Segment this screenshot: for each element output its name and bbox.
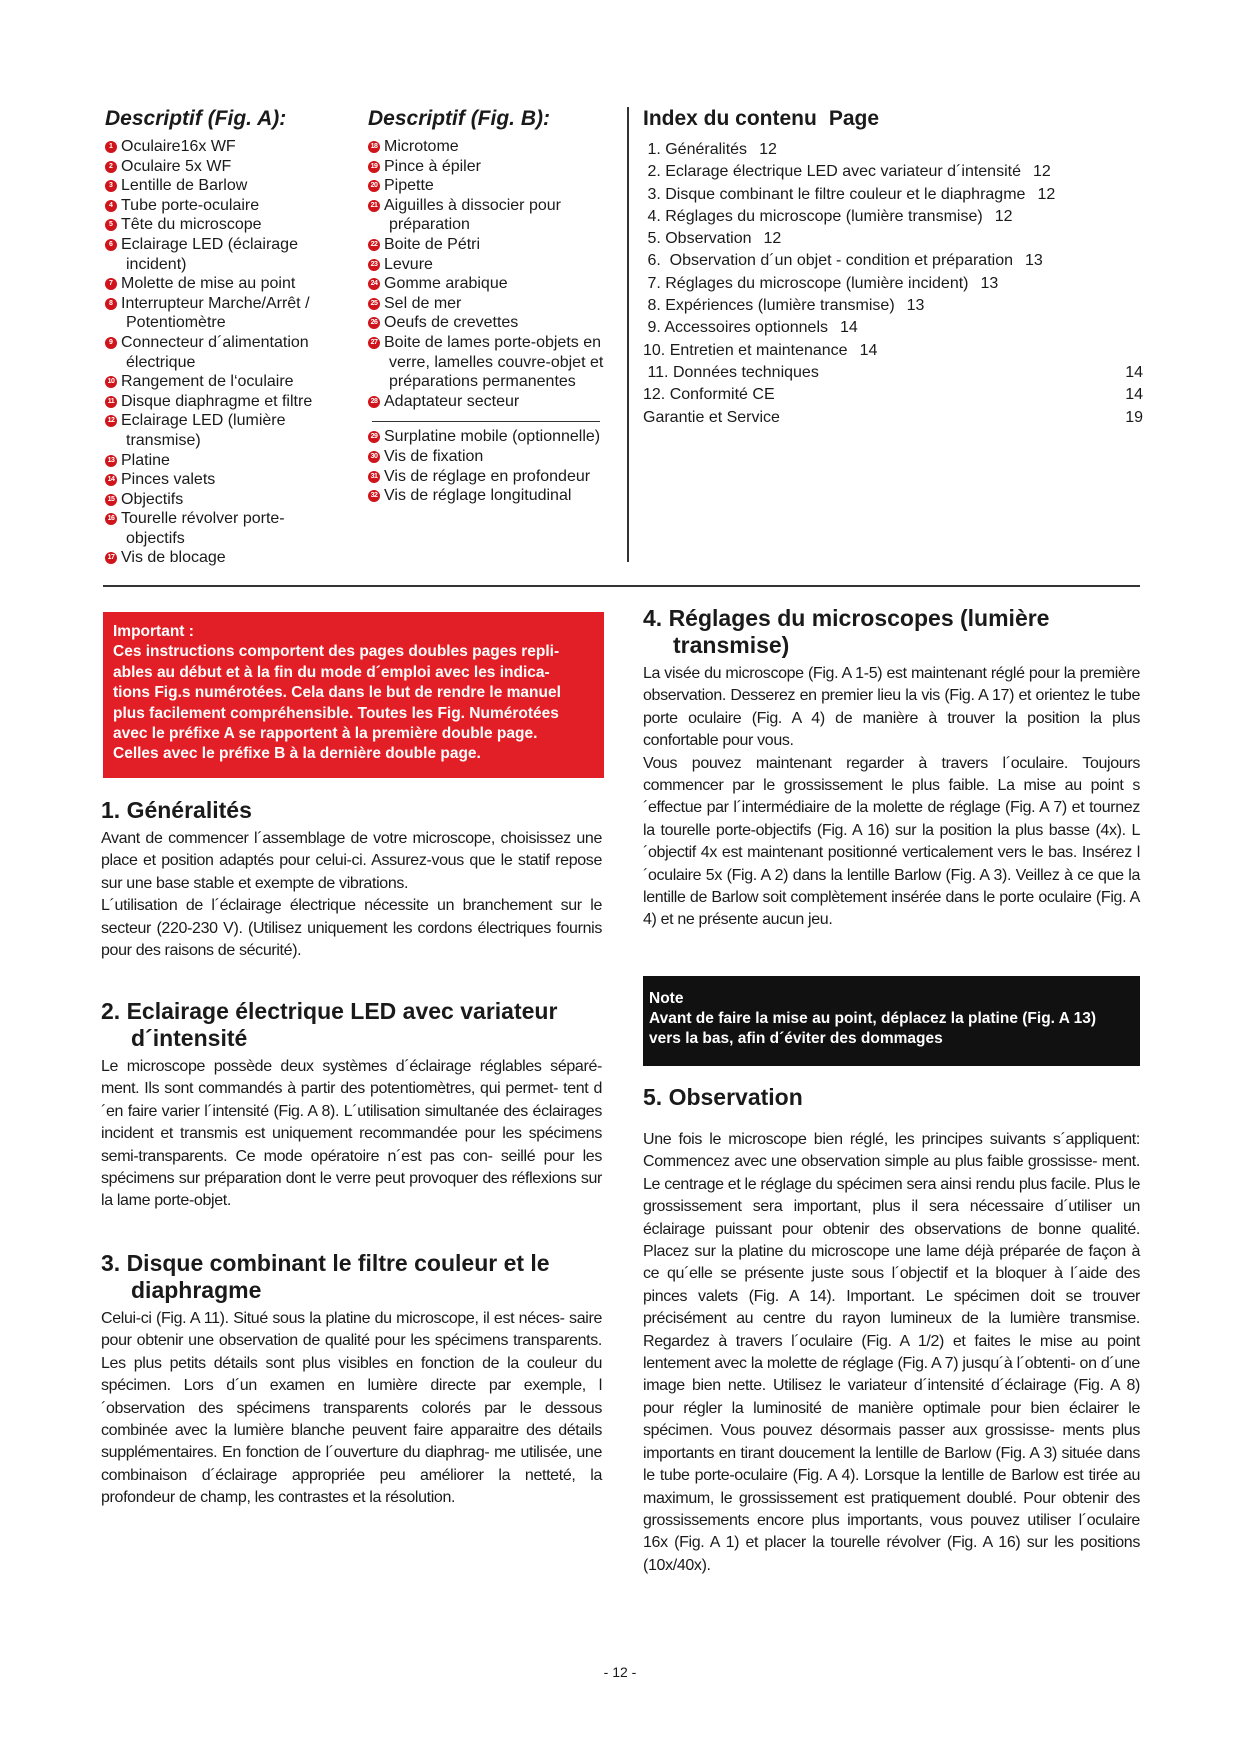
note-line-2: vers la bas, afin d´éviter des dommages — [649, 1030, 943, 1047]
item-number-badge: 2 — [105, 161, 117, 173]
descriptif-item — [105, 235, 345, 274]
important-line: Important : — [113, 623, 194, 640]
index-item-page: 13 — [1025, 252, 1043, 270]
descriptif-item — [368, 427, 630, 447]
important-line: plus facilement compréhensible. Toutes les Fig. Numérotées — [113, 704, 559, 722]
item-number-badge: 7 — [105, 278, 117, 290]
section-4-title-line-2: transmise) — [673, 632, 790, 658]
index-item — [643, 384, 1143, 406]
horizontal-divider — [103, 585, 1140, 587]
index-item-page: 14 — [1125, 363, 1143, 381]
section-3-paragraph: Celui-ci (Fig. A 11). Situé sous la platine du microscope, il est néces- saire pour obtenir une observation de qualité pour les spécimens transparents. Les plus petits détails sont plus visibles en fonction de la couleur du spécimen. Lors d´un examen en lumière directe par exemple, l´observation des spécimens transparents colorés par le dessous combinée avec la lumière blanche peuvent faire apparaitre des détails supplémentaires. En fonction de l´ouverture du diaphrag- me utilisée, une combinaison d´éclairage appropriée peu améliorer la netteté, la profondeur de champ, les contrastes et la résolution. — [101, 1310, 602, 1507]
item-number-badge: 1 — [105, 141, 117, 153]
section-2-title-line-1: 2. Eclairage électrique LED avec variateur — [101, 998, 558, 1024]
section-4-title-line-1: 4. Réglages du microscopes (lumière — [643, 605, 1050, 631]
descriptif-item — [105, 196, 345, 216]
section-3-title-line-2: diaphragme — [131, 1277, 262, 1303]
item-label-line: Gomme arabique — [384, 275, 508, 293]
descriptif-item — [105, 333, 345, 372]
important-line: avec le préfixe A se rapportent à la première double page. — [113, 725, 538, 743]
item-label-line: Boite de Pétri — [384, 235, 481, 253]
item-label-line: Adaptateur secteur — [384, 392, 520, 410]
descriptif-b-list — [368, 137, 630, 411]
index-item-label: 3. Disque combinant le filtre couleur et le diaphragme — [643, 185, 1026, 203]
item-number-badge: 8 — [105, 298, 117, 310]
item-label-line: Tube porte-oculaire — [121, 196, 260, 214]
descriptif-item — [368, 157, 630, 177]
item-number-badge: 3 — [105, 180, 117, 192]
item-label-line: Lentille de Barlow — [121, 177, 248, 195]
section-2-paragraph: Le microscope possède deux systèmes d´éclairage réglables séparé- ment. Ils sont commandés à partir des potentiomètres, qui permet- tent d´en faire varier l´intensité (Fig. A 8). L´utilisation simultanée des éclairages incident et transmis est uniquement recommandée pour les spécimens semi-transparents. Ce mode opératoire n´est pas con- seillé pour les spécimens sur préparation dont le verre peut provoquer des réflexions sur la lame porte-objet. — [101, 1058, 602, 1210]
section-generalites — [101, 797, 602, 962]
section-4-title — [643, 605, 1140, 659]
section-4-paragraph-1: La visée du microscope (Fig. A 1-5) est maintenant réglé pour la première observation. Desserez en premier lieu la vis (Fig. A 17) et orientez le tube porte oculaire (Fig. A 4) de manière à trouver la position la plus confortable pour vous. — [643, 665, 1140, 750]
descriptif-a-title: Descriptif (Fig. A): — [105, 107, 287, 130]
descriptif-b — [368, 107, 630, 506]
descriptif-b-title: Descriptif (Fig. B): — [368, 107, 550, 130]
item-label-line: Surplatine mobile (optionnelle) — [384, 428, 601, 446]
section-1-paragraph-1: Avant de commencer l´assemblage de votre microscope, choisissez une place et position adaptés pour celui-ci. Assurez-vous que le statif repose sur une base stable et exempte de vibrations. — [101, 830, 602, 892]
index-item — [643, 184, 1143, 206]
item-label-line: Vis de réglage en profondeur — [384, 467, 591, 485]
item-label-line: Vis de réglage longitudinal — [384, 487, 572, 505]
index-item — [643, 161, 1143, 183]
descriptif-a — [105, 107, 345, 568]
index-item — [643, 407, 1143, 429]
important-text — [113, 622, 594, 765]
index-item-page: 13 — [906, 297, 925, 315]
item-label-line: Sel de mer — [384, 294, 462, 312]
item-label-line: incident) — [126, 255, 187, 273]
descriptif-item — [105, 157, 345, 177]
item-number-badge: 28 — [368, 396, 380, 408]
index-item-label: 7. Réglages du microscope (lumière incident) — [643, 274, 969, 292]
note-box — [643, 976, 1140, 1066]
item-label-line: Oculaire 5x WF — [121, 157, 232, 175]
index-title — [643, 107, 1143, 131]
item-number-badge: 10 — [105, 376, 117, 388]
descriptif-item — [368, 235, 630, 255]
item-label-line: Levure — [384, 255, 433, 273]
section-2-title-line-2: d´intensité — [131, 1025, 248, 1051]
item-label-line: Tourelle révolver porte- — [121, 510, 285, 528]
item-number-badge: 12 — [105, 415, 117, 427]
index-item-label: 10. Entretien et maintenance — [643, 341, 848, 359]
index-item-page: 14 — [840, 319, 858, 337]
important-line: Ces instructions comportent des pages doubles pages repli- — [113, 643, 560, 661]
item-number-badge: 29 — [368, 431, 380, 443]
descriptif-item — [368, 294, 630, 314]
item-label-line: Platine — [121, 451, 170, 469]
item-number-badge: 15 — [105, 494, 117, 506]
item-number-badge: 30 — [368, 451, 380, 463]
section-5-paragraph: Une fois le microscope bien réglé, les principes suivants s´appliquent: Commencez avec une observation simple au plus faible grossisse- ment. Le centrage et le réglage du spécimen sera ainsi rendu plus facile. Plus le grossissement sera important, plus il sera nécessaire d´utiliser un éclairage puissant pour obtenir des observations de bonne qualité. Placez sur la platine du microscope une lame déjà préparée de façon à ce qu´elle se présente juste sous l´objectif et la bloquer à l´aide des pinces valets (Fig. A 14). Important. Le spécimen doit se trouver précisément au centre du rayon lumineux de la lumière transmise. Regardez à travers l´oculaire (Fig. A 1/2) et faites le mise au point lentement avec la molette de réglage (Fig. A 7) jusqu´à l´obtenti- on d´une image bien nette. Utilisez le variateur d´intensité d´éclairage (Fig. A 8) pour régler la luminosité de manière optimale pour bien éclairer le spécimen. Vous pouvez désormais passer aux grossisse- ments plus importants en tirant doucement la lentille de Barlow (Fig. A 3) située dans le tube porte-oculaire (Fig. A 4). Lorsque la lentille de Barlow est tirée au maximum, le grossissement est pratiquement doublé. Pour obtenir des grossissements encore plus importants, vous pouvez utiliser l´oculaire 16x (Fig. A 1) et placer la tourelle révolver (Fig. A 16) sur les positions (10x/40x). — [643, 1131, 1140, 1574]
item-label-line: préparations permanentes — [389, 373, 576, 391]
item-number-badge: 26 — [368, 317, 380, 329]
item-label-line: Rangement de l‘oculaire — [121, 373, 294, 391]
item-label-line: Disque diaphragme et filtre — [121, 392, 313, 410]
section-1-paragraph-2: L´utilisation de l´éclairage électrique nécessite un branchement sur le secteur (220-230 V). (Utilisez uniquement les cordons électriques fournis pour des raisons de sécurité). — [101, 897, 602, 960]
descriptif-item — [368, 137, 630, 157]
index-item-label: 1. Généralités — [643, 141, 748, 158]
index-item-label: 2. Eclarage électrique LED avec variateur d´intensité — [643, 163, 1021, 181]
index-item-label: 5. Observation — [643, 230, 752, 248]
page-number: - 12 - — [603, 1664, 637, 1680]
item-label-line: objectifs — [126, 529, 185, 547]
section-4-paragraph-2: Vous pouvez maintenant regarder à travers l´oculaire. Toujours commencer par le grossissement le plus faible. La mise au point s´effectue par l´intermédiaire de la molette de réglage (Fig. A 7) et tournez la tourelle porte-objectifs (Fig. A 16) sur la position la plus basse (4x). L´objectif 4x est maintenant positionné verticalement vers le bas. Insérez l´oculaire 5x (Fig. A 2) dans la lentille Barlow (Fig. A 3). Veillez à ce que la lentille de Barlow soit complètement insérée dans le porte oculaire (Fig. A 4) et ne présente aucun jeu. — [643, 754, 1140, 929]
descriptif-item — [368, 255, 630, 275]
item-label-line: Connecteur d´alimentation — [121, 333, 309, 351]
descriptif-item — [105, 215, 345, 235]
descriptif-item — [368, 447, 630, 467]
index-item-label: 6. Observation d´un objet - condition et préparation — [643, 252, 1013, 270]
index-item-label: 4. Réglages du microscope (lumière transmise) — [643, 207, 983, 225]
index-item-label: 12. Conformité CE — [643, 386, 775, 404]
descriptif-item — [105, 392, 345, 412]
index-item-page: 12 — [1032, 163, 1051, 181]
descriptif-item — [368, 392, 630, 412]
item-number-badge: 5 — [105, 219, 117, 231]
descriptif-item — [105, 176, 345, 196]
item-label-line: Potentiomètre — [126, 314, 226, 332]
section-1-title: 1. Généralités — [101, 797, 252, 823]
index-item-page: 13 — [980, 274, 999, 292]
index-item-page: 12 — [759, 141, 777, 158]
index-item — [643, 317, 1143, 339]
section-3-title — [101, 1250, 602, 1304]
index-du-contenu — [643, 107, 1143, 429]
section-disque — [101, 1250, 602, 1510]
index-list — [643, 139, 1143, 429]
item-number-badge: 31 — [368, 471, 380, 483]
descriptif-item — [105, 372, 345, 392]
index-item-page: 12 — [763, 230, 782, 248]
section-reglages — [643, 605, 1140, 932]
index-item — [643, 273, 1143, 295]
item-label-line: Pipette — [384, 177, 434, 195]
descriptif-item — [105, 548, 345, 568]
descriptif-item — [368, 274, 630, 294]
item-number-badge: 17 — [105, 552, 117, 564]
item-label-line: Aiguilles à dissocier pour — [384, 196, 561, 214]
index-item-page: 14 — [859, 341, 878, 359]
item-number-badge: 18 — [368, 141, 380, 153]
item-number-badge: 19 — [368, 161, 380, 173]
item-label-line: électrique — [126, 353, 196, 371]
item-label-line: préparation — [389, 216, 470, 234]
item-label-line: Microtome — [384, 138, 459, 155]
index-item-label: 9. Accessoires optionnels — [643, 319, 828, 337]
descriptif-item — [368, 486, 630, 506]
index-item — [643, 206, 1143, 228]
item-number-badge: 23 — [368, 259, 380, 271]
item-label-line: Eclairage LED (éclairage — [121, 235, 298, 253]
item-label-line: transmise) — [126, 431, 201, 449]
index-item — [643, 295, 1143, 317]
index-item-label: Garantie et Service — [643, 408, 780, 426]
index-item — [643, 340, 1143, 362]
item-number-badge: 25 — [368, 298, 380, 310]
item-number-badge: 11 — [105, 396, 117, 408]
item-number-badge: 4 — [105, 200, 117, 212]
item-label-line: Eclairage LED (lumière — [121, 412, 286, 430]
index-item — [643, 228, 1143, 250]
optional-separator — [372, 421, 600, 422]
index-item — [643, 250, 1143, 272]
note-line-1: Avant de faire la mise au point, déplacez la platine (Fig. A 13) — [649, 1010, 1097, 1027]
item-label-line: Oeufs de crevettes — [384, 314, 519, 332]
descriptif-item — [368, 176, 630, 196]
important-line: ables au début et à la fin du mode d´emploi avec les indica- — [113, 663, 550, 681]
item-label-line: Boite de lames porte-objets en — [384, 333, 602, 351]
index-page-label: Page — [828, 107, 880, 130]
index-item-label: 11. Données techniques — [643, 363, 819, 381]
descriptif-item — [105, 294, 345, 333]
section-3-title-line-1: 3. Disque combinant le filtre couleur et le — [101, 1250, 550, 1276]
item-label-line: Objectifs — [121, 490, 184, 508]
item-label-line: Tête du microscope — [121, 216, 262, 234]
descriptif-item — [105, 137, 345, 157]
descriptif-item — [368, 313, 630, 333]
descriptif-item — [105, 509, 345, 548]
index-item-page: 14 — [1125, 386, 1143, 404]
descriptif-item — [105, 411, 345, 450]
item-number-badge: 22 — [368, 239, 380, 251]
item-label-line: Pince à épiler — [384, 157, 481, 175]
item-label-line: Molette de mise au point — [121, 275, 296, 293]
item-number-badge: 13 — [105, 455, 117, 467]
item-number-badge: 24 — [368, 278, 380, 290]
item-number-badge: 32 — [368, 490, 380, 502]
descriptif-item — [368, 467, 630, 487]
item-number-badge: 27 — [368, 337, 380, 349]
item-label-line: Oculaire16x WF — [121, 138, 236, 155]
important-line: Celles avec le préfixe B à la dernière double page. — [113, 745, 481, 763]
descriptif-a-list — [105, 137, 345, 568]
item-label-line: Vis de blocage — [121, 549, 226, 567]
index-item-label: 8. Expériences (lumière transmise) — [643, 297, 895, 315]
index-item-page: 12 — [994, 207, 1013, 225]
index-item — [643, 139, 1143, 161]
item-number-badge: 16 — [105, 513, 117, 525]
item-number-badge: 9 — [105, 337, 117, 349]
section-eclairage — [101, 998, 602, 1213]
section-observation — [643, 1084, 1140, 1577]
descriptif-item — [368, 196, 630, 235]
note-title: Note — [649, 990, 684, 1007]
item-label-line: verre, lamelles couvre-objet et — [389, 353, 604, 371]
item-number-badge: 20 — [368, 180, 380, 192]
descriptif-item — [105, 274, 345, 294]
item-label-line: Pinces valets — [121, 471, 216, 489]
descriptif-b-optional-list — [368, 427, 630, 505]
section-5-title: 5. Observation — [643, 1084, 803, 1110]
vertical-divider — [627, 107, 629, 562]
index-item — [643, 362, 1143, 384]
item-label-line: Interrupteur Marche/Arrêt / — [121, 294, 310, 312]
item-number-badge: 21 — [368, 200, 380, 212]
item-number-badge: 6 — [105, 239, 117, 251]
descriptif-item — [105, 490, 345, 510]
descriptif-item — [368, 333, 630, 392]
important-box — [103, 612, 604, 778]
item-label-line: Vis de fixation — [384, 447, 484, 465]
descriptif-item — [105, 470, 345, 490]
index-item-page: 12 — [1037, 185, 1056, 203]
index-title-text: Index du contenu — [643, 107, 817, 130]
descriptif-item — [105, 451, 345, 471]
section-2-title — [101, 998, 602, 1052]
index-item-page: 19 — [1125, 408, 1143, 426]
important-line: tions Fig.s numérotées. Cela dans le but de rendre le manuel — [113, 684, 561, 702]
item-number-badge: 14 — [105, 474, 117, 486]
